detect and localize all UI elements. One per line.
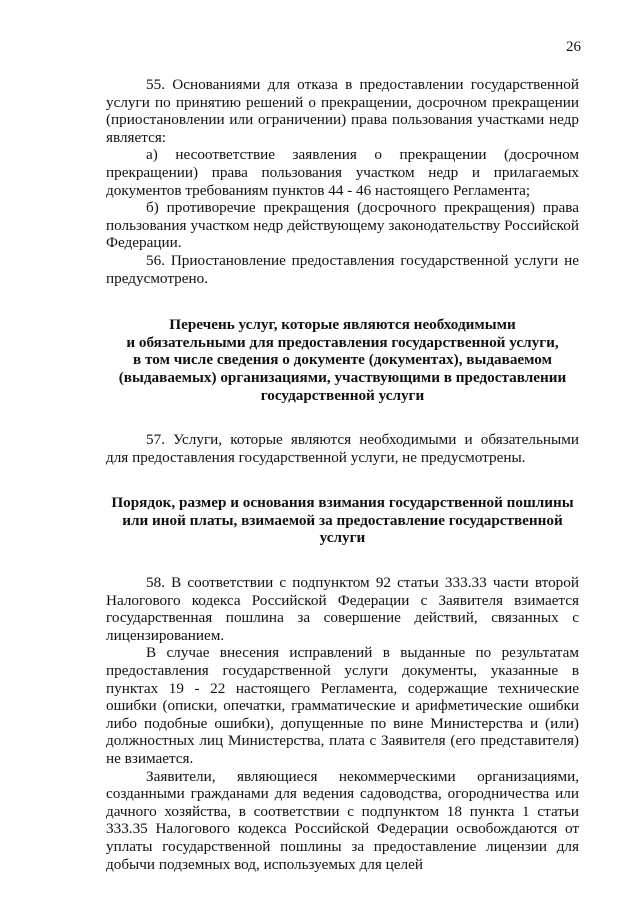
page-number: 26 xyxy=(566,39,581,55)
paragraph-55-item-b: б) противоречие прекращения (досрочного прекращения) права пользования участком недр действующему законодательству Российской Федерации. xyxy=(106,199,579,252)
heading-line: услуги xyxy=(319,529,366,547)
heading-line: Порядок, размер и основания взимания государственной пошлины xyxy=(111,494,574,512)
paragraph-55: 55. Основаниями для отказа в предоставлении государственной услуги по принятию решений о прекращении, досрочном прекращении (приостановлении или ограничении) права пользования участками недр является: xyxy=(106,76,579,146)
paragraph-58: 58. В соответствии с подпунктом 92 статьи 333.33 части второй Налогового кодекса Российской Федерации с Заявителя взимается государственная пошлина за совершение действий, связанных с лицензированием. xyxy=(106,574,579,644)
heading-line: в том числе сведения о документе (документах), выдаваемом xyxy=(133,351,552,369)
heading-line: Перечень услуг, которые являются необходимыми xyxy=(169,316,516,334)
heading-line: или иной платы, взимаемой за предоставление государственной xyxy=(122,511,563,529)
heading-line: (выдаваемых) организациями, участвующими в предоставлении xyxy=(118,368,567,386)
paragraph-56: 56. Приостановление предоставления государственной услуги не предусмотрено. xyxy=(106,251,579,287)
section-heading-related-services xyxy=(106,316,579,404)
heading-line: и обязательными для предоставления государственной услуги, xyxy=(126,333,559,351)
paragraph-58-exemptions: Заявители, являющиеся некоммерческими организациями, созданными гражданами для ведения садоводства, огородничества или дачного хозяйства, в соответствии с подпунктом 18 пункта 1 статьи 333.35 Налогового кодекса Российской Федерации освобождаются от уплаты государственной пошлины за предоставление лицензии для добычи подземных вод, используемых для целей xyxy=(106,767,579,873)
paragraph-57: 57. Услуги, которые являются необходимыми и обязательными для предоставления государственной услуги, не предусмотрены. xyxy=(106,431,579,466)
page-content xyxy=(106,76,579,873)
section-heading-state-fee xyxy=(106,494,579,547)
paragraph-55-item-a: а) несоответствие заявления о прекращении (досрочном прекращении) права пользования участком недр и прилагаемых документов требованиям пунктов 44 - 46 настоящего Регламента; xyxy=(106,146,579,199)
paragraph-58-corrections: В случае внесения исправлений в выданные по результатам предоставления государственной услуги документы, указанные в пунктах 19 - 22 настоящего Регламента, содержащие технические ошибки (описки, опечатки, грамматические и арифметические ошибки либо подобные ошибки), допущенные по вине Министерства и (или) должностных лиц Министерства, плата с Заявителя (его представителя) не взимается. xyxy=(106,644,579,767)
heading-line: государственной услуги xyxy=(260,386,425,404)
